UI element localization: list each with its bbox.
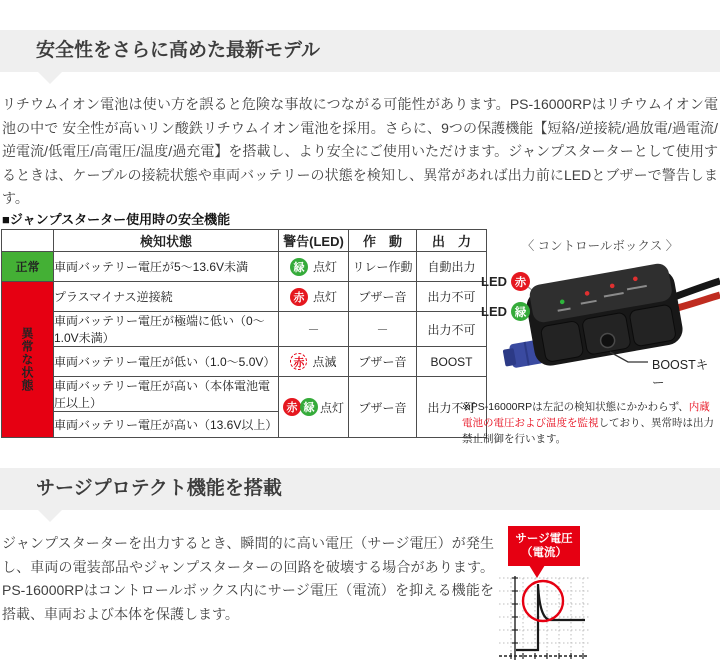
table-row [2, 377, 487, 412]
led-cell [279, 282, 349, 312]
led-green-label [481, 302, 530, 321]
led-cell: － [279, 312, 349, 347]
header-detect: 検知状態 [54, 230, 279, 252]
boost-key-label: BOOSTキー [652, 358, 709, 390]
output-cell: 自動出力 [417, 252, 487, 282]
table-row [2, 312, 487, 347]
front-pad [540, 320, 584, 362]
detect-cell: 車両バッテリー電圧が5～13.6V未満 [54, 252, 279, 282]
action-cell: ブザー音 [349, 282, 417, 312]
section1-heading: 安全性をさらに高めた最新モデル [36, 40, 321, 61]
action-cell: ブザー音 [349, 347, 417, 377]
table-row [2, 347, 487, 377]
table-header-row [2, 230, 487, 252]
state-abnormal-cell: 異常な状態 [2, 282, 54, 438]
action-cell: － [349, 312, 417, 347]
led-green-icon: 緑 [300, 398, 318, 416]
led-green-icon: 緑 [290, 258, 308, 276]
surge-waveform [516, 584, 585, 650]
output-cell: 出力不可 [417, 312, 487, 347]
green-led-badge-icon: 緑 [511, 302, 530, 321]
led-state-label: 点灯 [319, 400, 344, 415]
table-row [2, 252, 487, 282]
surge-badge-line1: サージ電圧 [515, 533, 573, 545]
led-label-text: LED [481, 304, 507, 319]
note-text: しており、異常時は出力禁止制御を行います。 [462, 416, 714, 445]
led-cell [279, 252, 349, 282]
led-state-label: 点滅 [312, 355, 337, 369]
output-cell: 出力不可 [417, 282, 487, 312]
controlbox-note [462, 399, 720, 447]
surge-waveform-plot [485, 576, 620, 668]
table-row [2, 282, 487, 312]
led-state-label: 点灯 [312, 290, 337, 304]
section2-heading-bar [0, 468, 720, 510]
header-state [2, 230, 54, 252]
output-cell-merged: 出力不可 [417, 377, 487, 438]
front-pad [629, 304, 677, 347]
led-cell [279, 347, 349, 377]
note-red-text: 内蔵電池の電圧および温度を監視 [462, 400, 710, 429]
detect-cell: プラスマイナス逆接続 [54, 282, 279, 312]
red-led-badge-icon: 赤 [511, 272, 530, 291]
detect-cell: 車両バッテリー電圧が高い（本体電池電圧以上） [54, 377, 279, 412]
section1-heading-notch [38, 72, 62, 84]
header-output: 出 力 [417, 230, 487, 252]
section2-heading: サージプロテクト機能を搭載 [36, 478, 282, 499]
section2-paragraph: ジャンプスターターを出力するとき、瞬間的に高い電圧（サージ電圧）が発生し、車両の電装部品やジャンプスターターの回路を破壊する場合があります。PS-16000RPはコントロールボックス内にサージ電圧（電流）を抑える機能を搭載、車両および本体を保護します。 [2, 535, 494, 622]
output-cell: BOOST [417, 347, 487, 377]
led-red-icon: 赤 [283, 398, 301, 416]
detect-cell: 車両バッテリー電圧が高い（13.6V以上） [54, 412, 279, 438]
led-red-label [481, 272, 530, 291]
surge-voltage-badge [508, 526, 580, 566]
led-red-icon: 赤 [290, 288, 308, 306]
led-cell-merged [279, 377, 349, 438]
safety-table [1, 229, 487, 438]
surge-chart [485, 518, 625, 668]
detect-cell: 車両バッテリー電圧が極端に低い（0～1.0V未満） [54, 312, 279, 347]
safety-table-title: ■ジャンプスターター使用時の安全機能 [2, 212, 231, 227]
header-action: 作 動 [349, 230, 417, 252]
header-warning-led: 警告(LED) [279, 230, 349, 252]
section1-heading-bar [0, 30, 720, 72]
led-label-text: LED [481, 274, 507, 289]
controlbox-title: 〈 コントロールボックス 〉 [521, 239, 679, 253]
led-red-blink-icon: 赤 [290, 353, 307, 370]
action-cell-merged: ブザー音 [349, 377, 417, 438]
detect-cell: 車両バッテリー電圧が低い（1.0～5.0V） [54, 347, 279, 377]
action-cell: リレー作動 [349, 252, 417, 282]
state-normal-cell: 正常 [2, 252, 54, 282]
led-state-label: 点灯 [312, 260, 337, 274]
section2-heading-notch [38, 510, 62, 522]
section1-paragraph: リチウムイオン電池は使い方を誤ると危険な事故につながる可能性があります。PS-16000RPはリチウムイオン電池の中で 安全性が高いリン酸鉄リチウムイオン電池を採用。さらに、9つの保護機能【短絡/逆接続/過放電/過電流/逆電流/低電圧/高電圧/温度/過充電】を搭載し、より安全にご使用いただけます。ジャンプスターターとして使用するときは、ケーブルの接続状態や車両バッテリーの状態を検知し、異常があれば出力前にLEDとブザーで警告します。 [2, 96, 718, 206]
note-text: ※PS-16000RPは左記の検知状態にかかわらず、 [462, 400, 689, 413]
surge-badge-line2: （電流） [521, 547, 567, 559]
